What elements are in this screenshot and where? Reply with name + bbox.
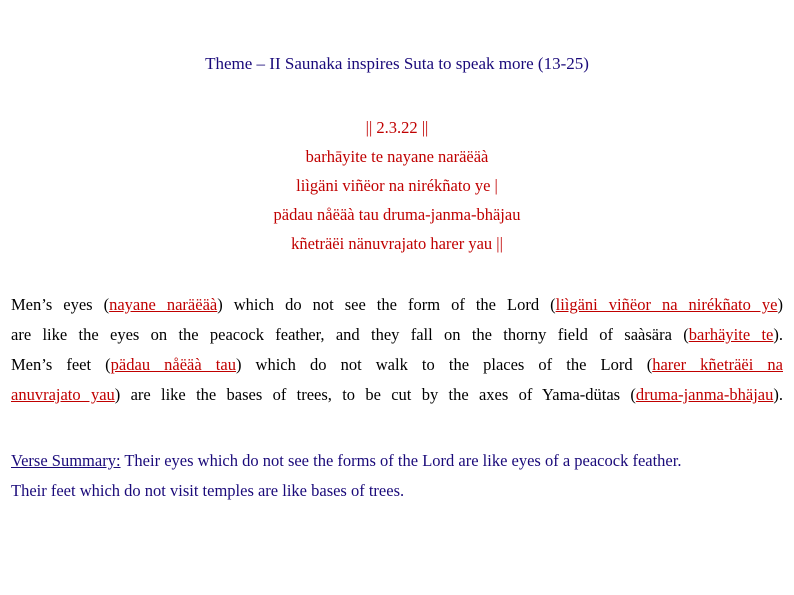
sanskrit-term: pädau nåëäà tau xyxy=(110,355,236,374)
text-run: are like the eyes on the peacock feather, and they fall on the thorny field of saàsära ( xyxy=(11,325,689,344)
text-run: ). xyxy=(773,385,783,404)
text-run: ) which do not see the form of the Lord ( xyxy=(217,295,556,314)
summary-label: Verse Summary: xyxy=(11,451,121,470)
verse-line-4: kñeträëi nänuvrajato harer yau || xyxy=(291,234,503,253)
summary-line-2: Their feet which do not visit temples are like bases of trees. xyxy=(11,481,405,500)
translation-line-3 xyxy=(11,350,783,380)
translation-line-4 xyxy=(11,380,783,410)
verse-summary xyxy=(11,446,783,506)
sanskrit-term: anuvrajato yau xyxy=(11,385,115,404)
text-run: ) are like the bases of trees, to be cut by the axes of Yama-dütas ( xyxy=(114,385,636,404)
verse-line-2: liìgäni viñëor na nirékñato ye | xyxy=(296,176,498,195)
sanskrit-term: harer kñeträëi na xyxy=(652,355,783,374)
sanskrit-term: druma-janma-bhäjau xyxy=(635,385,774,404)
sanskrit-term: liìgäni viñëor na nirékñato ye xyxy=(555,295,778,314)
text-run: ). xyxy=(773,325,783,344)
summary-text-1: Their eyes which do not see the forms of the Lord are like eyes of a peacock feather. xyxy=(120,451,682,470)
translation-line-2 xyxy=(11,320,783,350)
verse-number: || 2.3.22 || xyxy=(365,118,429,137)
translation-line-1 xyxy=(11,290,783,320)
verse-block xyxy=(0,113,794,258)
translation-paragraph xyxy=(11,290,783,410)
sanskrit-term: nayane naräëäà xyxy=(109,295,218,314)
slide-title: Theme – II Saunaka inspires Suta to speak more (13-25) xyxy=(205,54,589,73)
verse-line-1: barhāyite te nayane naräëäà xyxy=(305,147,489,166)
verse-line-3: pädau nåëäà tau druma-janma-bhäjau xyxy=(273,205,521,224)
text-run: ) which do not walk to the places of the Lord ( xyxy=(235,355,653,374)
summary-line-1 xyxy=(11,446,783,476)
sanskrit-term: barhäyite te xyxy=(688,325,774,344)
text-run: Men’s feet ( xyxy=(11,355,111,374)
text-run: ) xyxy=(777,295,783,314)
text-run: Men’s eyes ( xyxy=(11,295,110,314)
